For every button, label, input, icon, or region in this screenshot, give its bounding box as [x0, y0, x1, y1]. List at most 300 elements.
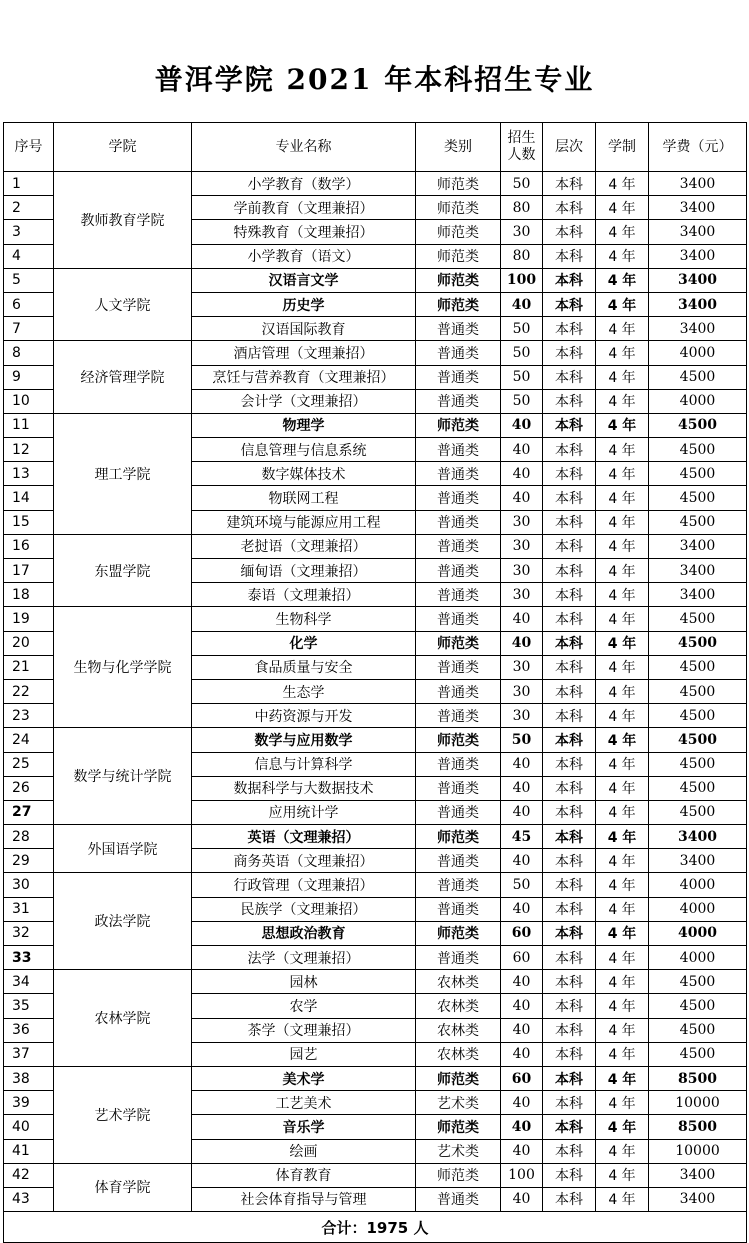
tuition-fee: 4000 [649, 946, 747, 970]
study-duration: 4 年 [596, 268, 649, 292]
major-name: 中药资源与开发 [192, 704, 416, 728]
major-name: 思想政治教育 [192, 921, 416, 945]
major-category: 普通类 [416, 438, 501, 462]
enroll-count: 50 [501, 365, 543, 389]
enroll-count: 40 [501, 413, 543, 437]
header-category: 类别 [416, 123, 501, 172]
row-number: 26 [4, 776, 54, 800]
tuition-fee: 3400 [649, 292, 747, 316]
degree-level: 本科 [543, 559, 596, 583]
tuition-fee: 3400 [649, 244, 747, 268]
total-cell: 合计：1975 人 [4, 1212, 747, 1243]
degree-level: 本科 [543, 1066, 596, 1090]
major-category: 师范类 [416, 196, 501, 220]
header-level: 层次 [543, 123, 596, 172]
enroll-count: 40 [501, 994, 543, 1018]
degree-level: 本科 [543, 873, 596, 897]
enroll-count: 45 [501, 825, 543, 849]
major-category: 师范类 [416, 220, 501, 244]
enroll-count: 30 [501, 559, 543, 583]
degree-level: 本科 [543, 1115, 596, 1139]
degree-level: 本科 [543, 1042, 596, 1066]
degree-level: 本科 [543, 776, 596, 800]
table-row [4, 1163, 747, 1187]
tuition-fee: 4500 [649, 1042, 747, 1066]
enroll-count: 50 [501, 873, 543, 897]
study-duration: 4 年 [596, 196, 649, 220]
major-name: 数字媒体技术 [192, 462, 416, 486]
row-number: 24 [4, 728, 54, 752]
row-number: 27 [4, 800, 54, 824]
enroll-count: 40 [501, 1018, 543, 1042]
study-duration: 4 年 [596, 172, 649, 196]
major-name: 数据科学与大数据技术 [192, 776, 416, 800]
enroll-count: 40 [501, 607, 543, 631]
major-name: 小学教育（语文） [192, 244, 416, 268]
row-number: 15 [4, 510, 54, 534]
row-number: 10 [4, 389, 54, 413]
major-name: 社会体育指导与管理 [192, 1187, 416, 1211]
study-duration: 4 年 [596, 486, 649, 510]
major-category: 师范类 [416, 172, 501, 196]
degree-level: 本科 [543, 292, 596, 316]
major-category: 普通类 [416, 365, 501, 389]
table-row [4, 825, 747, 849]
major-category: 艺术类 [416, 1091, 501, 1115]
major-name: 民族学（文理兼招） [192, 897, 416, 921]
tuition-fee: 3400 [649, 268, 747, 292]
row-number: 34 [4, 970, 54, 994]
major-name: 缅甸语（文理兼招） [192, 559, 416, 583]
degree-level: 本科 [543, 679, 596, 703]
study-duration: 4 年 [596, 244, 649, 268]
major-name: 法学（文理兼招） [192, 946, 416, 970]
degree-level: 本科 [543, 413, 596, 437]
enroll-count: 80 [501, 244, 543, 268]
college-name: 政法学院 [54, 873, 192, 970]
study-duration: 4 年 [596, 317, 649, 341]
tuition-fee: 3400 [649, 534, 747, 558]
major-name: 音乐学 [192, 1115, 416, 1139]
enroll-count: 50 [501, 341, 543, 365]
page-title: 普洱学院 2021 年本科招生专业 [154, 63, 595, 96]
tuition-fee: 4000 [649, 341, 747, 365]
degree-level: 本科 [543, 728, 596, 752]
major-category: 农林类 [416, 1018, 501, 1042]
enroll-count: 40 [501, 1042, 543, 1066]
row-number: 25 [4, 752, 54, 776]
row-number: 5 [4, 268, 54, 292]
college-name: 理工学院 [54, 413, 192, 534]
tuition-fee: 8500 [649, 1115, 747, 1139]
study-duration: 4 年 [596, 970, 649, 994]
degree-level: 本科 [543, 196, 596, 220]
enroll-count: 40 [501, 776, 543, 800]
enroll-count: 60 [501, 921, 543, 945]
tuition-fee: 4500 [649, 704, 747, 728]
major-name: 汉语国际教育 [192, 317, 416, 341]
tuition-fee: 4500 [649, 752, 747, 776]
row-number: 1 [4, 172, 54, 196]
college-name: 外国语学院 [54, 825, 192, 873]
major-category: 师范类 [416, 413, 501, 437]
study-duration: 4 年 [596, 341, 649, 365]
row-number: 16 [4, 534, 54, 558]
table-body [4, 172, 747, 1212]
enroll-count: 50 [501, 389, 543, 413]
degree-level: 本科 [543, 534, 596, 558]
major-name: 茶学（文理兼招） [192, 1018, 416, 1042]
major-name: 商务英语（文理兼招） [192, 849, 416, 873]
header-major: 专业名称 [192, 123, 416, 172]
degree-level: 本科 [543, 486, 596, 510]
header-fee: 学费（元） [649, 123, 747, 172]
major-category: 艺术类 [416, 1139, 501, 1163]
enroll-count: 40 [501, 292, 543, 316]
degree-level: 本科 [543, 704, 596, 728]
study-duration: 4 年 [596, 825, 649, 849]
major-name: 绘画 [192, 1139, 416, 1163]
study-duration: 4 年 [596, 1115, 649, 1139]
row-number: 22 [4, 679, 54, 703]
tuition-fee: 3400 [649, 849, 747, 873]
row-number: 33 [4, 946, 54, 970]
major-category: 师范类 [416, 631, 501, 655]
college-name: 教师教育学院 [54, 172, 192, 269]
major-category: 普通类 [416, 776, 501, 800]
college-name: 东盟学院 [54, 534, 192, 607]
row-number: 35 [4, 994, 54, 1018]
total-row [4, 1212, 747, 1243]
tuition-fee: 4000 [649, 389, 747, 413]
major-category: 普通类 [416, 946, 501, 970]
table-row [4, 268, 747, 292]
major-category: 师范类 [416, 1163, 501, 1187]
tuition-fee: 3400 [649, 1163, 747, 1187]
tuition-fee: 3400 [649, 583, 747, 607]
major-name: 物联网工程 [192, 486, 416, 510]
major-name: 工艺美术 [192, 1091, 416, 1115]
row-number: 12 [4, 438, 54, 462]
study-duration: 4 年 [596, 389, 649, 413]
major-category: 师范类 [416, 921, 501, 945]
degree-level: 本科 [543, 1139, 596, 1163]
major-name: 信息与计算科学 [192, 752, 416, 776]
row-number: 32 [4, 921, 54, 945]
row-number: 31 [4, 897, 54, 921]
tuition-fee: 4500 [649, 413, 747, 437]
enroll-count: 40 [501, 1139, 543, 1163]
enroll-count: 30 [501, 679, 543, 703]
enroll-count: 40 [501, 631, 543, 655]
major-name: 体育教育 [192, 1163, 416, 1187]
row-number: 13 [4, 462, 54, 486]
enroll-count: 50 [501, 172, 543, 196]
major-name: 园艺 [192, 1042, 416, 1066]
major-name: 物理学 [192, 413, 416, 437]
enroll-count: 40 [501, 1091, 543, 1115]
major-name: 会计学（文理兼招） [192, 389, 416, 413]
major-category: 普通类 [416, 559, 501, 583]
major-name: 特殊教育（文理兼招） [192, 220, 416, 244]
degree-level: 本科 [543, 1187, 596, 1211]
study-duration: 4 年 [596, 1018, 649, 1042]
tuition-fee: 4500 [649, 994, 747, 1018]
table-row [4, 873, 747, 897]
degree-level: 本科 [543, 244, 596, 268]
enroll-count: 40 [501, 1115, 543, 1139]
major-category: 师范类 [416, 1066, 501, 1090]
study-duration: 4 年 [596, 655, 649, 679]
tuition-fee: 4500 [649, 631, 747, 655]
tuition-fee: 4500 [649, 607, 747, 631]
major-category: 普通类 [416, 1187, 501, 1211]
row-number: 18 [4, 583, 54, 607]
tuition-fee: 3400 [649, 559, 747, 583]
row-number: 39 [4, 1091, 54, 1115]
row-number: 28 [4, 825, 54, 849]
major-name: 食品质量与安全 [192, 655, 416, 679]
row-number: 40 [4, 1115, 54, 1139]
study-duration: 4 年 [596, 631, 649, 655]
major-category: 普通类 [416, 341, 501, 365]
major-name: 数学与应用数学 [192, 728, 416, 752]
header-enroll: 招生人数 [501, 123, 543, 172]
major-category: 师范类 [416, 268, 501, 292]
college-name: 数学与统计学院 [54, 728, 192, 825]
major-category: 普通类 [416, 389, 501, 413]
header-row [4, 123, 747, 172]
study-duration: 4 年 [596, 510, 649, 534]
tuition-fee: 4500 [649, 486, 747, 510]
study-duration: 4 年 [596, 800, 649, 824]
table-row [4, 607, 747, 631]
study-duration: 4 年 [596, 462, 649, 486]
tuition-fee: 4500 [649, 679, 747, 703]
row-number: 2 [4, 196, 54, 220]
table-row [4, 728, 747, 752]
major-category: 普通类 [416, 679, 501, 703]
row-number: 19 [4, 607, 54, 631]
tuition-fee: 3400 [649, 317, 747, 341]
enroll-count: 40 [501, 800, 543, 824]
major-category: 普通类 [416, 704, 501, 728]
major-category: 普通类 [416, 897, 501, 921]
degree-level: 本科 [543, 341, 596, 365]
college-name: 人文学院 [54, 268, 192, 341]
tuition-fee: 4500 [649, 776, 747, 800]
header-college: 学院 [54, 123, 192, 172]
tuition-fee: 3400 [649, 220, 747, 244]
college-name: 体育学院 [54, 1163, 192, 1211]
row-number: 29 [4, 849, 54, 873]
degree-level: 本科 [543, 389, 596, 413]
row-number: 20 [4, 631, 54, 655]
tuition-fee: 4500 [649, 1018, 747, 1042]
major-name: 应用统计学 [192, 800, 416, 824]
enroll-count: 40 [501, 970, 543, 994]
major-name: 化学 [192, 631, 416, 655]
table-row [4, 413, 747, 437]
study-duration: 4 年 [596, 1042, 649, 1066]
study-duration: 4 年 [596, 220, 649, 244]
degree-level: 本科 [543, 994, 596, 1018]
degree-level: 本科 [543, 268, 596, 292]
major-category: 普通类 [416, 655, 501, 679]
study-duration: 4 年 [596, 849, 649, 873]
enroll-count: 100 [501, 268, 543, 292]
degree-level: 本科 [543, 825, 596, 849]
enroll-count: 30 [501, 655, 543, 679]
major-category: 普通类 [416, 486, 501, 510]
enroll-count: 50 [501, 728, 543, 752]
degree-level: 本科 [543, 631, 596, 655]
study-duration: 4 年 [596, 921, 649, 945]
tuition-fee: 4000 [649, 897, 747, 921]
major-category: 农林类 [416, 994, 501, 1018]
study-duration: 4 年 [596, 897, 649, 921]
degree-level: 本科 [543, 752, 596, 776]
tuition-fee: 4000 [649, 921, 747, 945]
tuition-fee: 3400 [649, 1187, 747, 1211]
table-row [4, 534, 747, 558]
enroll-count: 80 [501, 196, 543, 220]
study-duration: 4 年 [596, 994, 649, 1018]
major-category: 师范类 [416, 825, 501, 849]
tuition-fee: 4500 [649, 462, 747, 486]
header-no: 序号 [4, 123, 54, 172]
enroll-count: 40 [501, 849, 543, 873]
enrollment-table [3, 122, 747, 1243]
study-duration: 4 年 [596, 946, 649, 970]
degree-level: 本科 [543, 1091, 596, 1115]
table-row [4, 341, 747, 365]
major-name: 生物科学 [192, 607, 416, 631]
enroll-count: 60 [501, 1066, 543, 1090]
header-duration: 学制 [596, 123, 649, 172]
major-name: 泰语（文理兼招） [192, 583, 416, 607]
tuition-fee: 4500 [649, 970, 747, 994]
enroll-count: 40 [501, 752, 543, 776]
tuition-fee: 4000 [649, 873, 747, 897]
enroll-count: 40 [501, 438, 543, 462]
major-category: 普通类 [416, 873, 501, 897]
degree-level: 本科 [543, 462, 596, 486]
degree-level: 本科 [543, 438, 596, 462]
row-number: 43 [4, 1187, 54, 1211]
row-number: 41 [4, 1139, 54, 1163]
study-duration: 4 年 [596, 1139, 649, 1163]
study-duration: 4 年 [596, 679, 649, 703]
major-category: 师范类 [416, 244, 501, 268]
degree-level: 本科 [543, 220, 596, 244]
major-name: 园林 [192, 970, 416, 994]
enroll-count: 40 [501, 486, 543, 510]
study-duration: 4 年 [596, 583, 649, 607]
enroll-count: 30 [501, 704, 543, 728]
study-duration: 4 年 [596, 559, 649, 583]
major-category: 普通类 [416, 800, 501, 824]
tuition-fee: 8500 [649, 1066, 747, 1090]
degree-level: 本科 [543, 800, 596, 824]
row-number: 14 [4, 486, 54, 510]
row-number: 7 [4, 317, 54, 341]
major-category: 普通类 [416, 607, 501, 631]
row-number: 23 [4, 704, 54, 728]
degree-level: 本科 [543, 946, 596, 970]
enroll-count: 60 [501, 946, 543, 970]
study-duration: 4 年 [596, 607, 649, 631]
tuition-fee: 3400 [649, 196, 747, 220]
enroll-count: 30 [501, 510, 543, 534]
study-duration: 4 年 [596, 1091, 649, 1115]
tuition-fee: 4500 [649, 365, 747, 389]
study-duration: 4 年 [596, 365, 649, 389]
enroll-count: 30 [501, 583, 543, 607]
major-category: 师范类 [416, 292, 501, 316]
study-duration: 4 年 [596, 1163, 649, 1187]
major-name: 学前教育（文理兼招） [192, 196, 416, 220]
tuition-fee: 4500 [649, 510, 747, 534]
major-category: 普通类 [416, 849, 501, 873]
tuition-fee: 3400 [649, 825, 747, 849]
row-number: 38 [4, 1066, 54, 1090]
major-name: 建筑环境与能源应用工程 [192, 510, 416, 534]
tuition-fee: 10000 [649, 1091, 747, 1115]
major-category: 普通类 [416, 534, 501, 558]
study-duration: 4 年 [596, 728, 649, 752]
tuition-fee: 10000 [649, 1139, 747, 1163]
enroll-count: 100 [501, 1163, 543, 1187]
row-number: 3 [4, 220, 54, 244]
row-number: 6 [4, 292, 54, 316]
degree-level: 本科 [543, 365, 596, 389]
college-name: 生物与化学学院 [54, 607, 192, 728]
enroll-count: 50 [501, 317, 543, 341]
enroll-count: 30 [501, 534, 543, 558]
major-name: 汉语言文学 [192, 268, 416, 292]
major-category: 普通类 [416, 462, 501, 486]
study-duration: 4 年 [596, 534, 649, 558]
row-number: 36 [4, 1018, 54, 1042]
degree-level: 本科 [543, 897, 596, 921]
study-duration: 4 年 [596, 292, 649, 316]
degree-level: 本科 [543, 1018, 596, 1042]
college-name: 经济管理学院 [54, 341, 192, 414]
study-duration: 4 年 [596, 1187, 649, 1211]
major-name: 英语（文理兼招） [192, 825, 416, 849]
study-duration: 4 年 [596, 873, 649, 897]
row-number: 17 [4, 559, 54, 583]
major-name: 美术学 [192, 1066, 416, 1090]
major-category: 普通类 [416, 510, 501, 534]
row-number: 9 [4, 365, 54, 389]
college-name: 农林学院 [54, 970, 192, 1067]
degree-level: 本科 [543, 849, 596, 873]
major-category: 普通类 [416, 583, 501, 607]
row-number: 21 [4, 655, 54, 679]
college-name: 艺术学院 [54, 1066, 192, 1163]
degree-level: 本科 [543, 317, 596, 341]
major-name: 信息管理与信息系统 [192, 438, 416, 462]
major-name: 老挝语（文理兼招） [192, 534, 416, 558]
degree-level: 本科 [543, 970, 596, 994]
study-duration: 4 年 [596, 1066, 649, 1090]
major-name: 农学 [192, 994, 416, 1018]
degree-level: 本科 [543, 655, 596, 679]
table-row [4, 970, 747, 994]
enroll-count: 40 [501, 462, 543, 486]
